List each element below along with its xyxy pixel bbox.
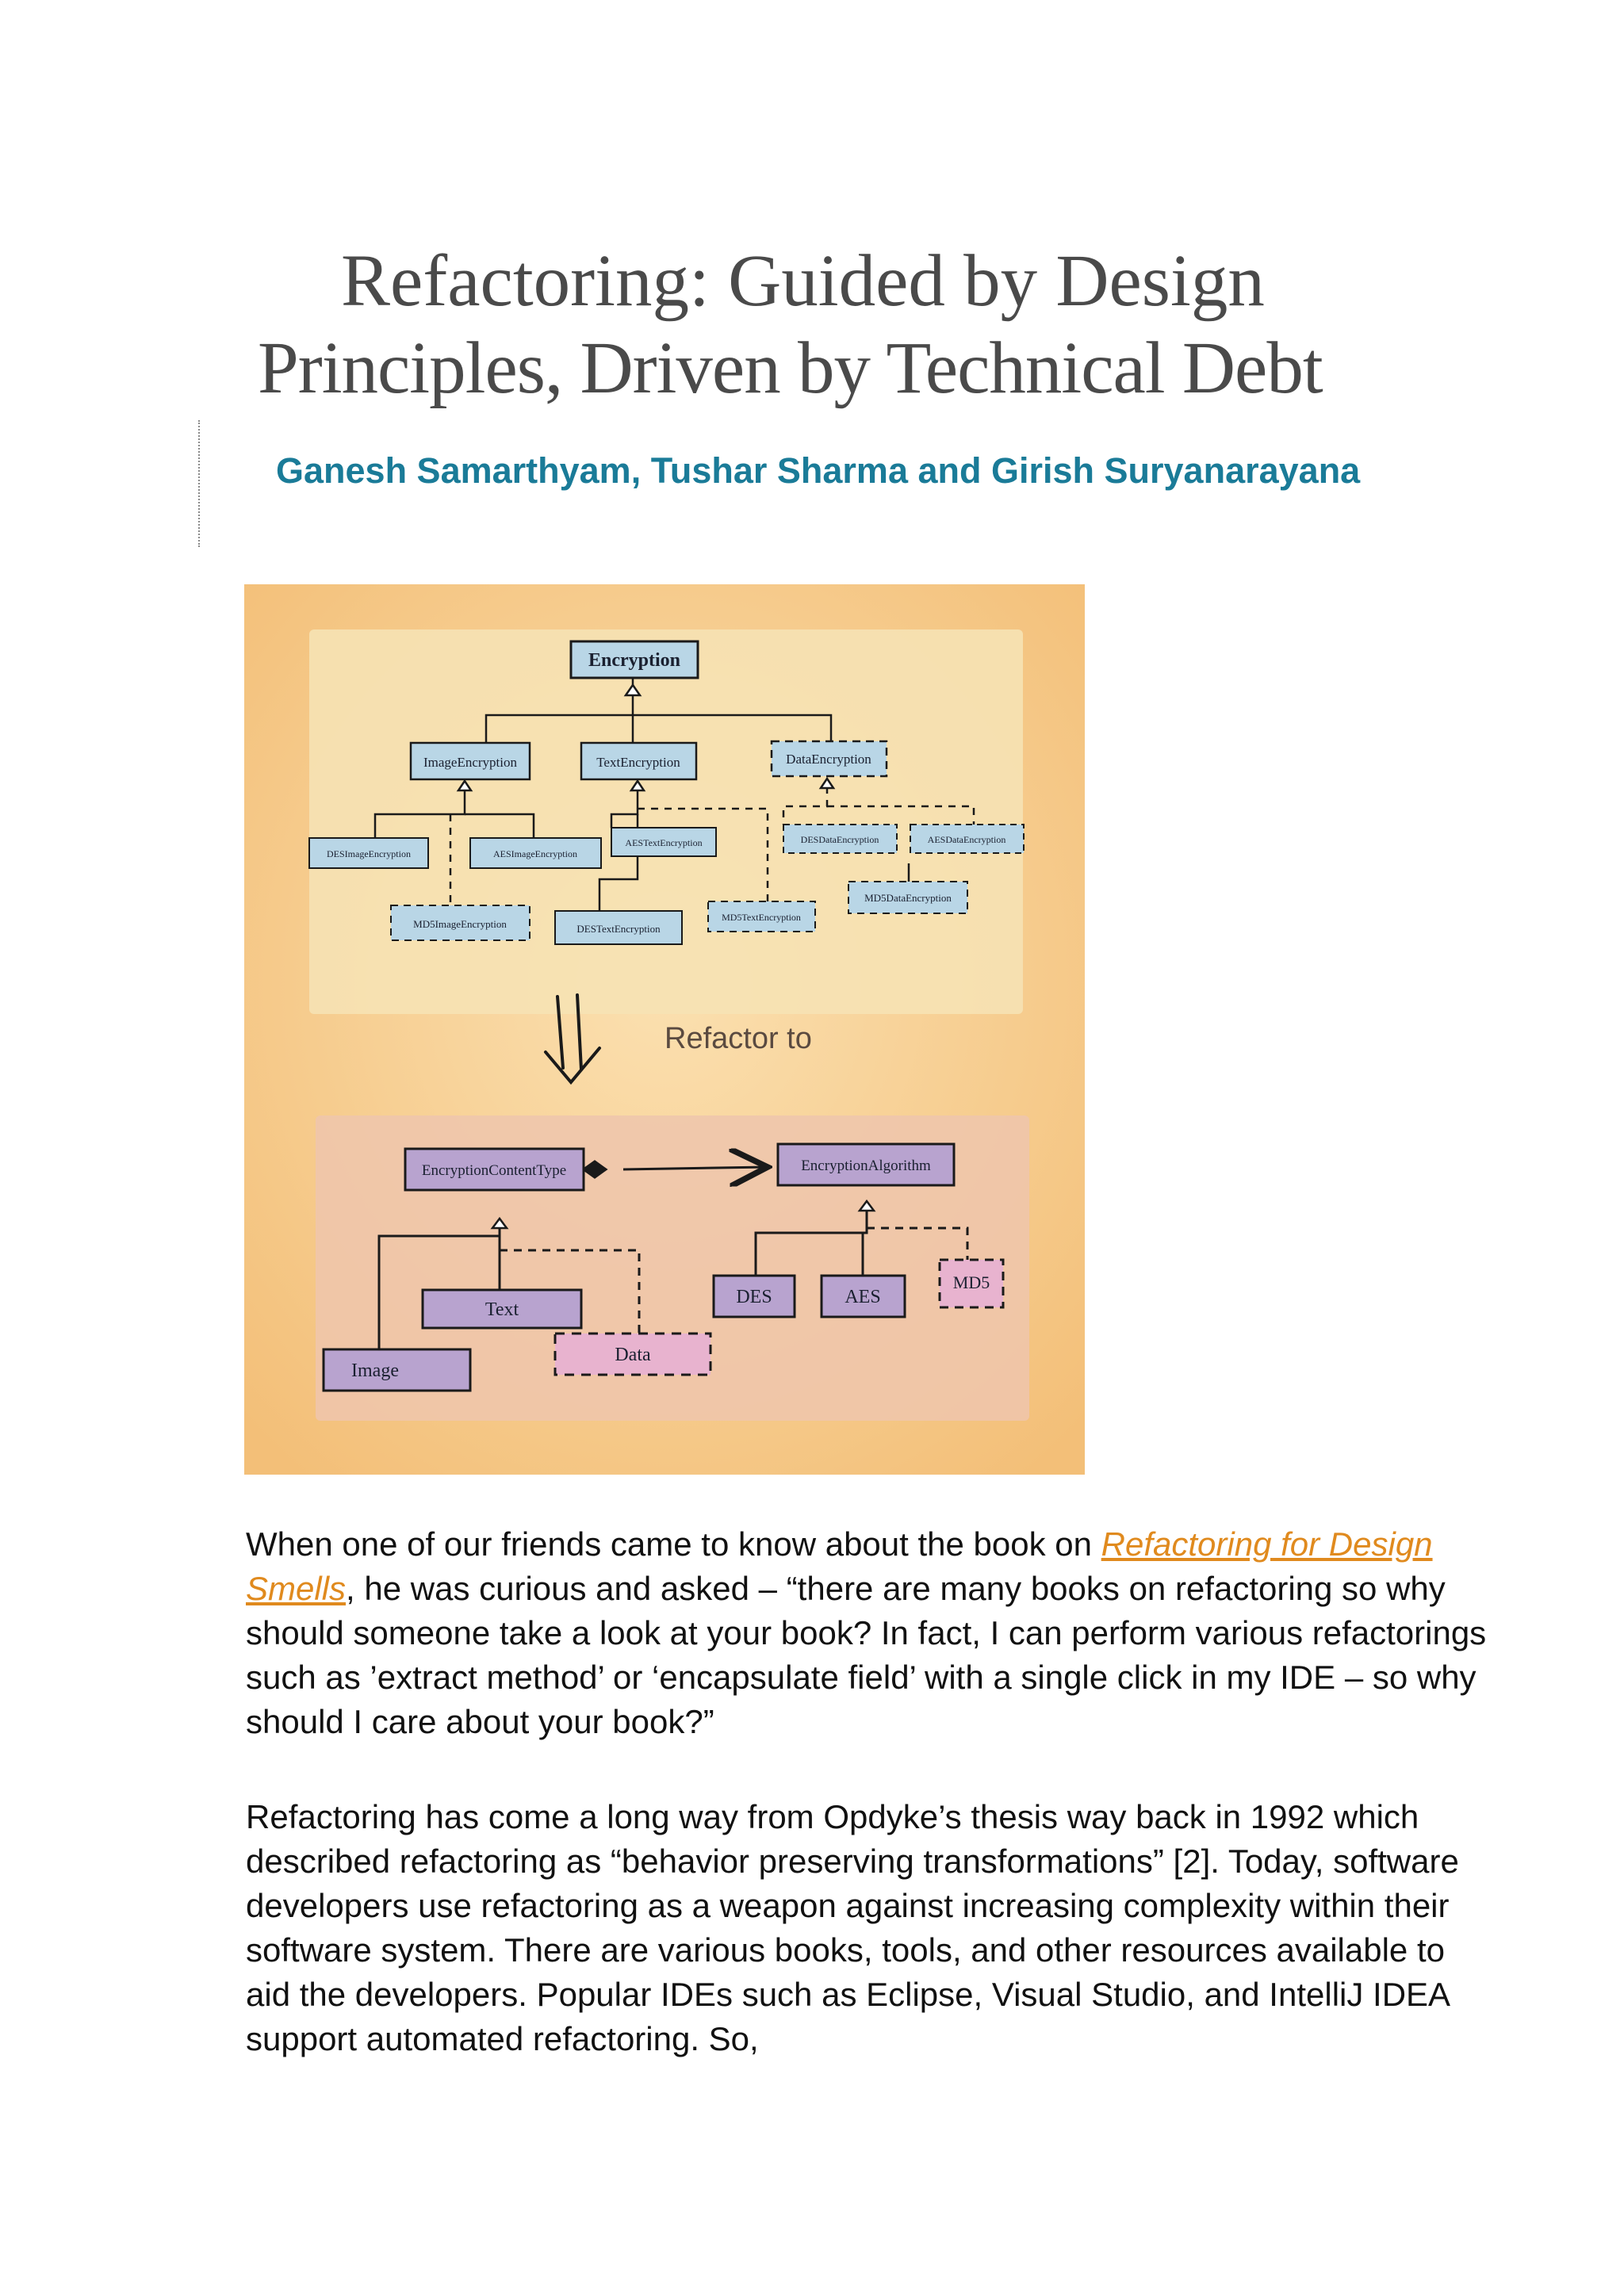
svg-text:AESDataEncryption: AESDataEncryption — [927, 834, 1006, 845]
svg-text:DES: DES — [736, 1287, 772, 1307]
svg-text:DataEncryption: DataEncryption — [786, 752, 871, 767]
class-des — [714, 1276, 795, 1317]
book-link[interactable]: Refactoring for Design Smells — [246, 1525, 1433, 1607]
svg-text:MD5ImageEncryption: MD5ImageEncryption — [413, 918, 507, 930]
class-image-encryption — [411, 743, 530, 779]
paragraph-1-intro: When one of our friends came to know about the book on — [246, 1525, 1101, 1563]
class-aes-data-encryption — [910, 825, 1024, 853]
svg-text:DESImageEncryption: DESImageEncryption — [327, 848, 411, 859]
svg-text:TextEncryption: TextEncryption — [596, 755, 680, 770]
svg-text:EncryptionContentType: EncryptionContentType — [421, 1162, 567, 1179]
svg-text:Encryption: Encryption — [588, 650, 681, 671]
page-title — [198, 238, 1427, 412]
refactoring-figure — [244, 584, 1085, 1475]
svg-text:AESTextEncryption: AESTextEncryption — [625, 837, 703, 848]
class-des-text-encryption — [555, 911, 682, 944]
svg-text:Image: Image — [351, 1360, 399, 1381]
title-line-2: Principles, Driven by Technical Debt — [258, 327, 1323, 409]
refactor-label: Refactor to — [665, 1022, 812, 1055]
class-data-encryption — [772, 741, 887, 776]
svg-text:EncryptionAlgorithm: EncryptionAlgorithm — [801, 1158, 931, 1174]
svg-text:ImageEncryption: ImageEncryption — [423, 755, 518, 770]
class-des-image-encryption — [309, 838, 428, 868]
svg-text:AESImageEncryption: AESImageEncryption — [493, 848, 577, 859]
margin-rule — [198, 420, 200, 547]
class-md5-image-encryption — [391, 905, 530, 940]
svg-text:MD5TextEncryption: MD5TextEncryption — [722, 912, 801, 923]
article-body — [246, 1522, 1491, 2112]
class-md5-data-encryption — [848, 882, 967, 913]
svg-text:Data: Data — [615, 1345, 651, 1365]
title-line-1: Refactoring: Guided by Design — [341, 240, 1265, 322]
svg-text:AES: AES — [845, 1287, 881, 1307]
class-encryption-algorithm — [778, 1144, 954, 1185]
svg-text:Text: Text — [485, 1299, 519, 1320]
class-encryption — [571, 641, 698, 678]
class-md5 — [940, 1260, 1003, 1307]
class-image — [324, 1349, 470, 1391]
paragraph-1-rest: , he was curious and asked – “there are many books on refactoring so why should someone take a look at your book? In fact, I can perform various refactorings such as ’extract method’ or ‘encapsulate field’ with a single click in my IDE – so why should I care about your book?” — [246, 1570, 1487, 1740]
class-data — [555, 1334, 710, 1375]
class-aes-text-encryption — [611, 828, 716, 856]
class-encryption-content-type — [405, 1149, 584, 1190]
class-aes-image-encryption — [470, 838, 601, 868]
author-list: Ganesh Samarthyam, Tushar Sharma and Girish Suryanarayana — [276, 450, 1361, 491]
class-md5-text-encryption — [708, 901, 815, 932]
paragraph-2: Refactoring has come a long way from Opdyke’s thesis way back in 1992 which described refactoring as “behavior preserving transformations” [2]. Today, software developers use refactoring as a weapon against increasing complexity within their software system. There are various books, tools, and other resources available to aid the developers. Popular IDEs such as Eclipse, Visual Studio, and IntelliJ IDEA support automated refactoring. So, — [246, 1798, 1459, 2057]
class-text-encryption — [581, 743, 696, 779]
svg-text:MD5DataEncryption: MD5DataEncryption — [864, 892, 952, 904]
paragraph-1 — [246, 1522, 1491, 1744]
class-des-data-encryption — [783, 825, 897, 853]
svg-text:MD5: MD5 — [952, 1272, 990, 1292]
class-text — [423, 1290, 581, 1328]
class-aes — [822, 1276, 905, 1317]
svg-text:DESTextEncryption: DESTextEncryption — [576, 923, 661, 935]
top-panel — [309, 629, 1023, 1014]
svg-text:DESDataEncryption: DESDataEncryption — [800, 834, 879, 845]
